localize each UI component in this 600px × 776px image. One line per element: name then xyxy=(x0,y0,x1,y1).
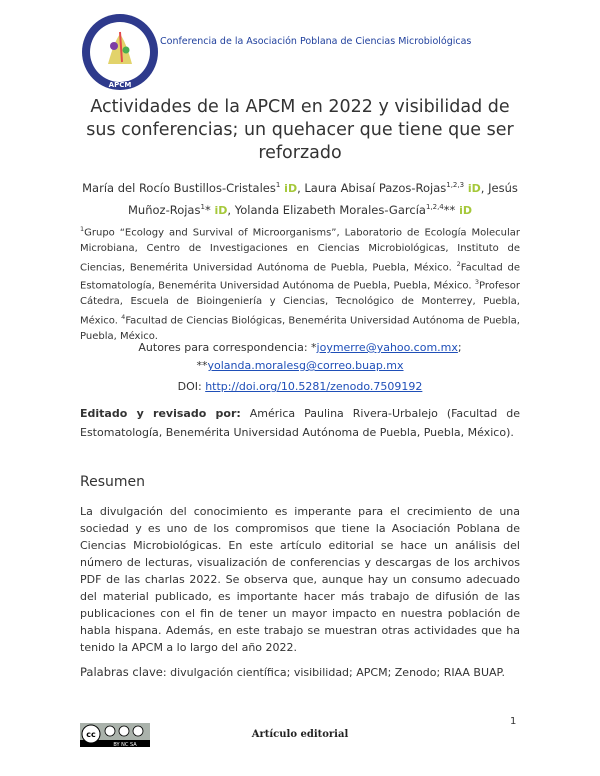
affiliation-text: Facultad de Estomatología, Benemérita Universidad Autónoma de Puebla, Puebla, México. xyxy=(80,261,520,292)
article-type: Artículo editorial xyxy=(251,729,349,740)
author-list xyxy=(80,176,520,220)
creative-commons-badge[interactable] xyxy=(80,723,150,747)
corresponding-mark: * xyxy=(204,202,211,217)
author-separator: , xyxy=(480,180,489,195)
abstract-text: La divulgación del conocimiento es imperante para el crecimiento de una sociedad y es uno de los compromisos que tiene la Asociación Poblana de Ciencias Microbiológicas. En este artículo editorial se hace un análisis del número de lecturas, visualización de conferencias y descargas de los archivos PDF de las charlas 2022. Se observa que, aunque hay un consumo adecuado del material publicado, es importante hacer más trabajo de difusión de las publicaciones con el fin de tener un mayor impacto en nuestra población de habla hispana. Además, en este trabajo se muestran otras actividades que ha tenido la APCM a lo largo del año 2022. xyxy=(80,505,520,654)
apcm-logo xyxy=(80,12,160,92)
keywords-text: : divulgación científica; visibilidad; APCM; Zenodo; RIAA BUAP. xyxy=(162,666,505,679)
svg-text:cc: cc xyxy=(86,730,96,739)
affiliation-number: 4 xyxy=(121,312,126,321)
svg-text:BY NC SA: BY NC SA xyxy=(113,742,137,747)
author-separator: , xyxy=(227,202,235,217)
author-affiliation-mark: 1 xyxy=(200,202,205,211)
edited-label: Editado y revisado por: xyxy=(80,407,241,420)
correspondence-label: Autores para correspondencia: * xyxy=(138,341,317,354)
correspondence xyxy=(80,339,520,375)
correspondence-separator: ; xyxy=(457,341,462,354)
svg-text:APCM: APCM xyxy=(108,81,132,89)
orcid-icon[interactable]: iD xyxy=(280,181,298,195)
author-affiliation-mark: 1 xyxy=(275,181,281,189)
author-name: María del Rocío Bustillos-Cristales xyxy=(82,180,276,195)
email-link-2[interactable]: yolanda.moralesg@correo.buap.mx xyxy=(207,359,404,372)
affiliation-number: 2 xyxy=(456,259,461,268)
affiliation-text: Grupo “Ecology and Survival of Microorganisms”, Laboratorio de Ecología Molecular Microbiana, Centro de Investigaciones en Ciencias Microbiológicas, Instituto de Ciencias, Benemérita Universidad Autónoma de Puebla, Puebla, México. xyxy=(80,227,520,273)
corresponding-mark: ** xyxy=(443,202,456,217)
author-affiliation-mark: 1,2,4 xyxy=(425,202,444,211)
author-affiliation-mark: 1,2,3 xyxy=(446,181,465,189)
doi-line xyxy=(80,380,520,393)
email-link-1[interactable]: joymerre@yahoo.com.mx xyxy=(316,341,458,354)
author-separator: , xyxy=(297,180,305,195)
affiliation-number: 1 xyxy=(80,225,85,233)
affiliation-number: 3 xyxy=(474,278,480,287)
keywords xyxy=(80,665,520,679)
correspondence-prefix-2: ** xyxy=(196,359,208,372)
page-number: 1 xyxy=(510,716,517,727)
abstract-heading: Resumen xyxy=(80,474,146,490)
doi-label: DOI: xyxy=(177,380,206,393)
orcid-icon[interactable]: iD xyxy=(210,203,228,217)
affiliations xyxy=(80,222,520,344)
conference-header: Conferencia de la Asociación Poblana de Ciencias Microbiológicas xyxy=(160,36,472,47)
author-name: Yolanda Elizabeth Morales-García xyxy=(234,202,426,217)
keywords-label: Palabras clave xyxy=(80,665,163,679)
affiliation-text: Facultad de Ciencias Biológicas, Benemérita Universidad Autónoma de Puebla, Puebla, México. xyxy=(80,315,520,342)
doi-link[interactable]: http://doi.org/10.5281/zenodo.7509192 xyxy=(205,380,423,393)
article-title: Actividades de la APCM en 2022 y visibilidad de sus conferencias; un quehacer que tiene que ser reforzado xyxy=(86,97,514,163)
author-name: Jesús Muñoz-Rojas xyxy=(128,180,518,217)
author-name: Laura Abisaí Pazos-Rojas xyxy=(304,180,447,195)
orcid-icon[interactable]: iD xyxy=(455,203,472,217)
edited-by xyxy=(80,405,520,442)
edited-text: América Paulina Rivera-Urbalejo (Facultad de Estomatología, Benemérita Universidad Autónoma de Puebla, Puebla, México). xyxy=(80,407,520,439)
affiliation-text: Profesor Cátedra, Escuela de Bioingeniería y Ciencias, Tecnológico de Monterrey, Puebla, México. xyxy=(80,280,520,327)
orcid-icon[interactable]: iD xyxy=(464,181,481,195)
